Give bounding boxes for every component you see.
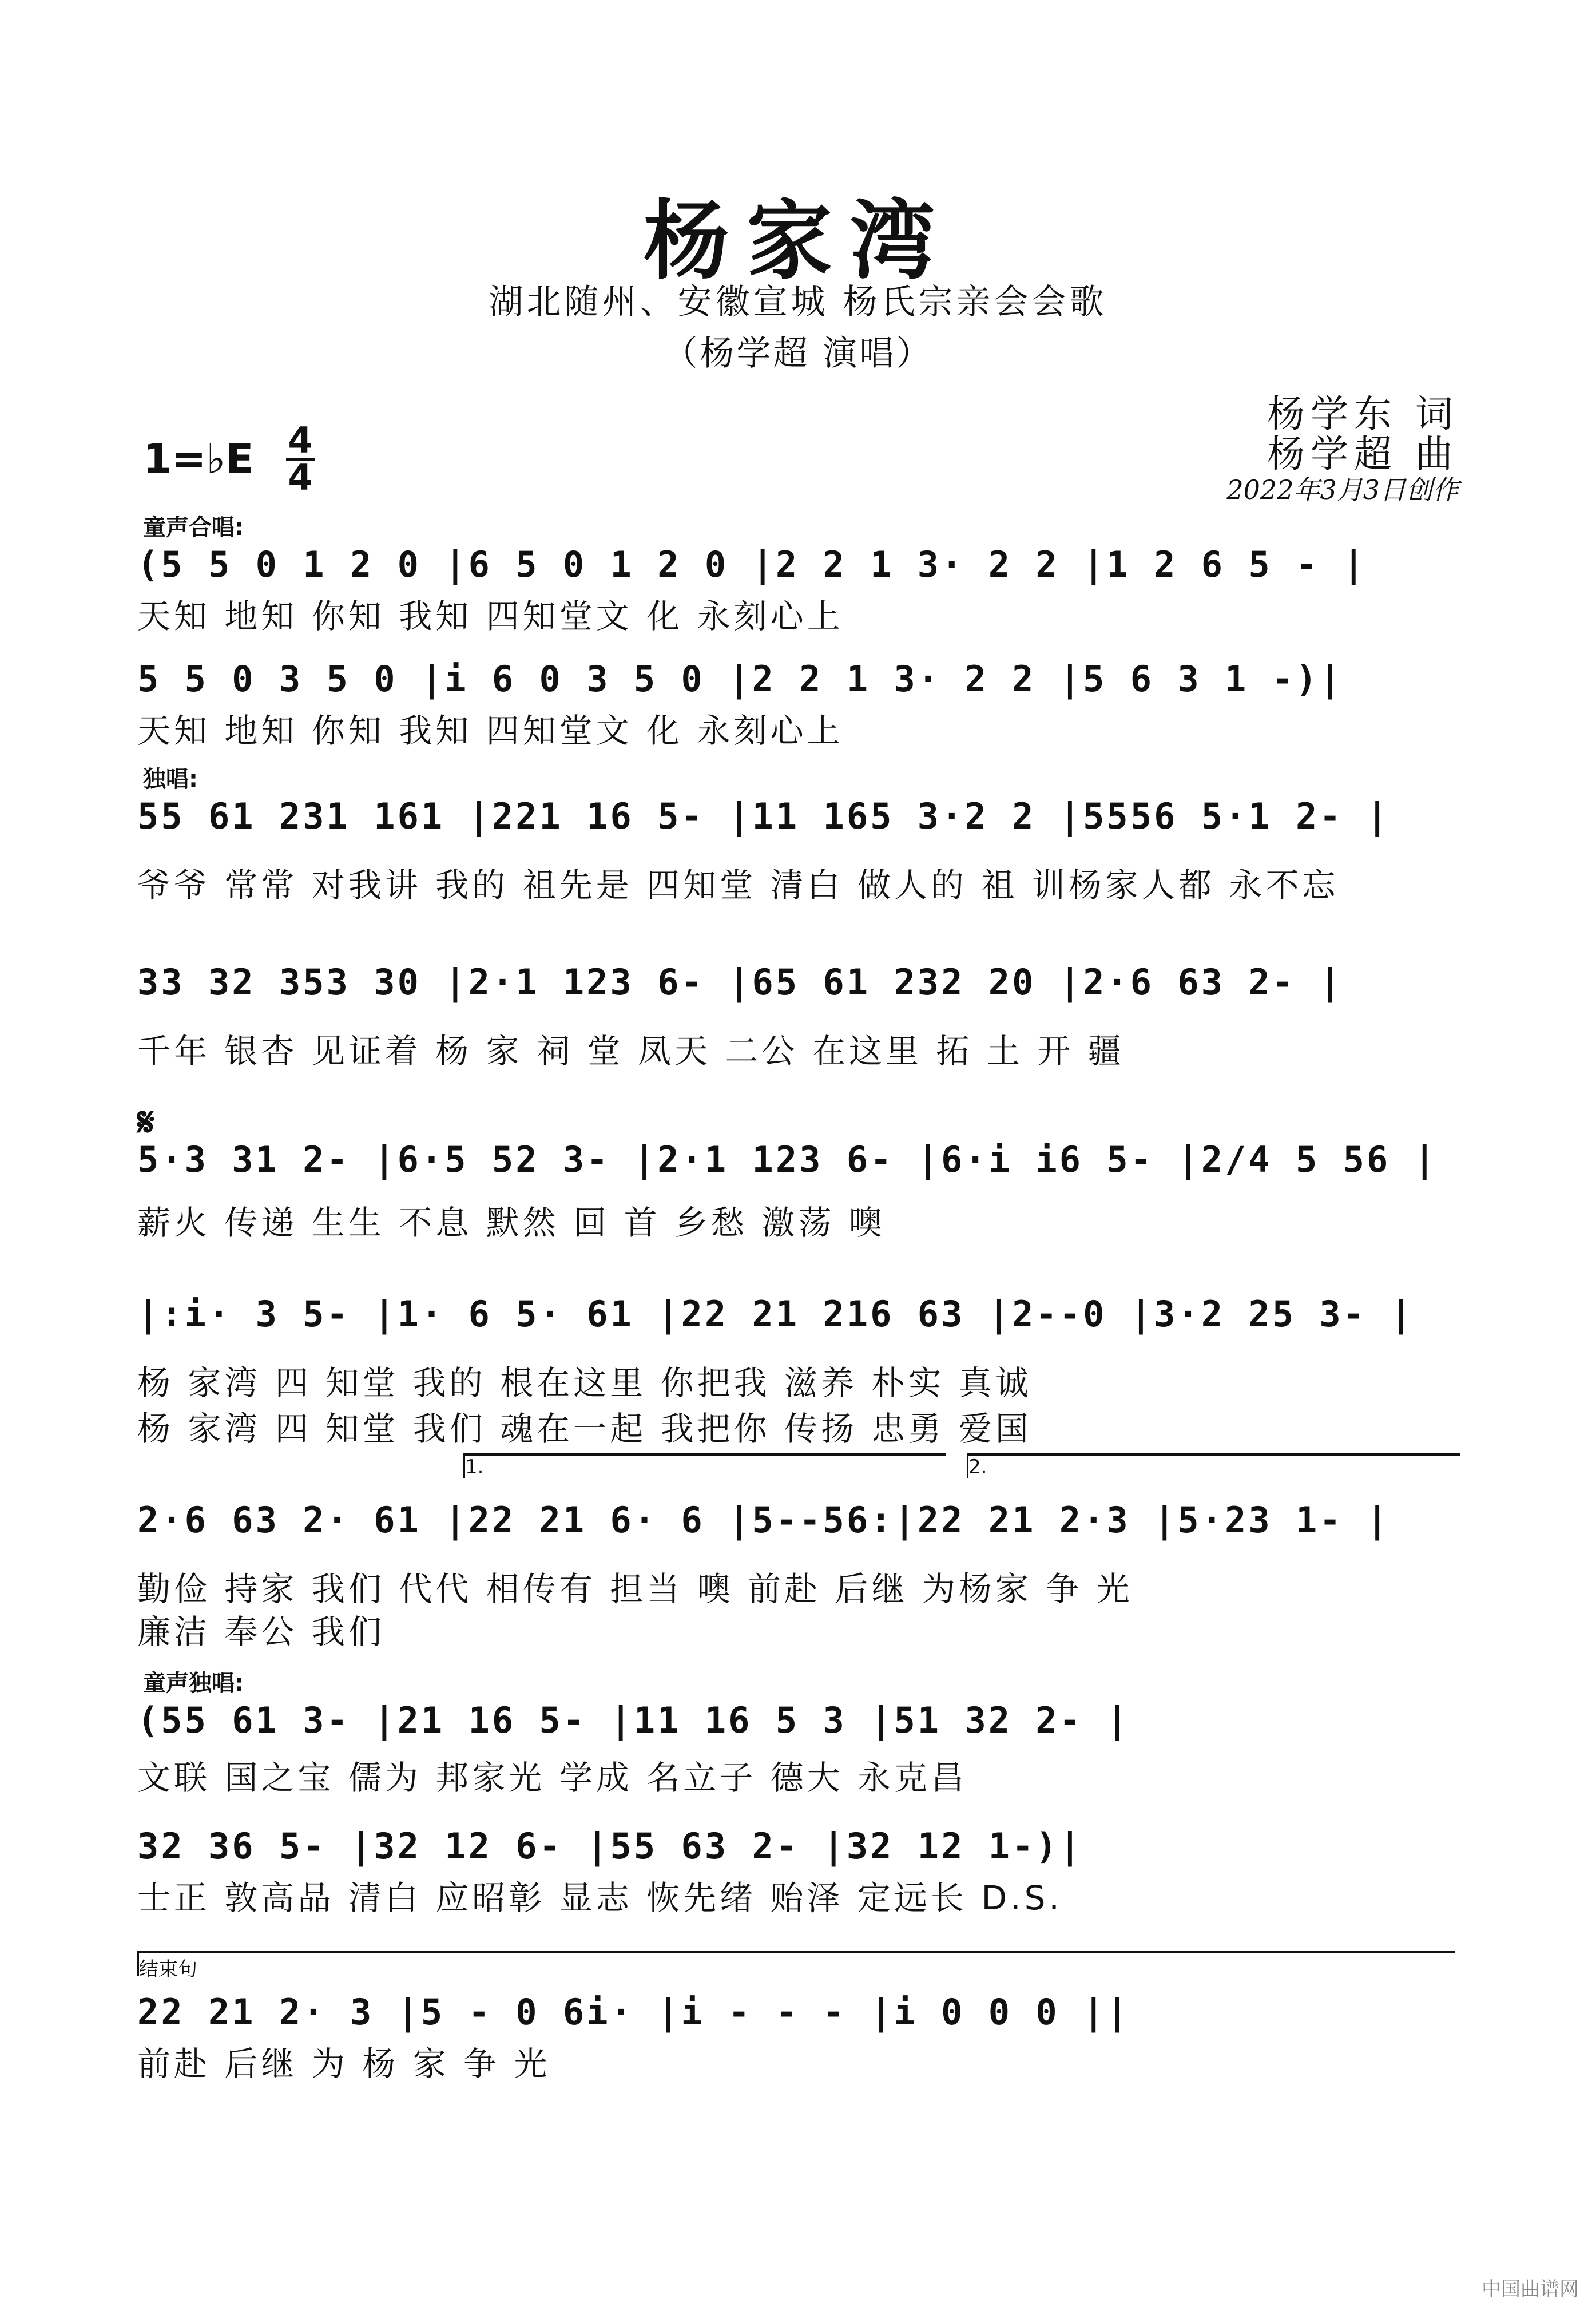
- notation-line-3: 55 61 231 161 |221 16 5- |11 165 3·2 2 |5556 5·1 2- |: [137, 795, 1391, 837]
- performer: （杨学超 演唱）: [663, 334, 933, 374]
- composer: 杨学超 曲: [1267, 432, 1459, 476]
- lyric-line-4: 千年 银杏 见证着 杨 家 祠 堂 凤天 二公 在这里 拓 土 开 疆: [137, 1032, 1125, 1071]
- song-title: 杨家湾: [643, 192, 952, 291]
- notation-line-6: |:i· 3 5- |1· 6 5· 61 |22 21 216 63 |2--0 |3·2 25 3- |: [137, 1293, 1414, 1335]
- section-children-solo: 童声独唱:: [143, 1670, 244, 1696]
- section-children-chorus: 童声合唱:: [143, 514, 244, 541]
- notation-line-2: 5 5 0 3 5 0 |i 6 0 3 5 0 |2 2 1 3· 2 2 |5 6 3 1 -)|: [137, 658, 1343, 700]
- second-ending-bracket: [967, 1453, 1460, 1478]
- lyric-line-10: 前赴 后继 为 杨 家 争 光: [137, 2044, 551, 2083]
- lyric-line-1: 天知 地知 你知 我知 四知堂文 化 永刻心上: [137, 597, 844, 636]
- notation-line-1: (5 5 0 1 2 0 |6 5 0 1 2 0 |2 2 1 3· 2 2 |1 2 6 5 - |: [137, 544, 1367, 585]
- second-ending-label: 2.: [968, 1456, 987, 1478]
- lyricist: 杨学东 词: [1267, 392, 1459, 436]
- time-signature: [286, 419, 315, 498]
- notation-line-5: 5·3 31 2- |6·5 52 3- |2·1 123 6- |6·i i6 5- |2/4 5 56 |: [137, 1139, 1438, 1180]
- lyric-line-5: 薪火 传递 生生 不息 默然 回 首 乡愁 激荡 噢: [137, 1203, 886, 1242]
- first-ending-bracket: [463, 1453, 946, 1478]
- lyric-line-3: 爷爷 常常 对我讲 我的 祖先是 四知堂 清白 做人的 祖 训杨家人都 永不忘: [137, 866, 1339, 905]
- time-signature-top: 4: [288, 419, 313, 461]
- lyric-line-8: 文联 国之宝 儒为 邦家光 学成 名立子 德大 永克昌: [137, 1758, 968, 1797]
- ending-phrase-bracket: [137, 1951, 1455, 1981]
- notation-line-10: 22 21 2· 3 |5 - 0 6i· |i - - - |i 0 0 0 ||: [137, 1991, 1130, 2033]
- lyric-line-7b: 廉洁 奉公 我们: [137, 1612, 385, 1651]
- lyric-line-7a: 勤俭 持家 我们 代代 相传有 担当 噢 前赴 后继 为杨家 争 光: [137, 1569, 1133, 1608]
- notation-line-7: 2·6 63 2· 61 |22 21 6· 6 |5--56:|22 21 2·3 |5·23 1- |: [137, 1499, 1391, 1541]
- lyric-line-2: 天知 地知 你知 我知 四知堂文 化 永刻心上: [137, 711, 844, 750]
- notation-line-8: (55 61 3- |21 16 5- |11 16 5 3 |51 32 2- |: [137, 1699, 1130, 1741]
- site-watermark: 中国曲谱网: [1482, 2278, 1579, 2301]
- composition-date: 2022年3月3日创作: [1226, 474, 1459, 505]
- segno-mark: 𝄋: [137, 1099, 155, 1145]
- lyric-line-9: 士正 敦高品 清白 应昭彰 显志 恢先绪 贻泽 定远长 D.S.: [137, 1878, 1063, 1917]
- first-ending-label: 1.: [465, 1456, 484, 1478]
- notation-line-9: 32 36 5- |32 12 6- |55 63 2- |32 12 1-)|: [137, 1825, 1083, 1867]
- song-subtitle: 湖北随州、安徽宣城 杨氏宗亲会会歌: [489, 282, 1107, 322]
- section-solo: 独唱:: [143, 766, 198, 792]
- lyric-line-6a: 杨 家湾 四 知堂 我的 根在这里 你把我 滋养 朴实 真诚: [137, 1363, 1032, 1402]
- notation-line-4: 33 32 353 30 |2·1 123 6- |65 61 232 20 |2·6 63 2- |: [137, 961, 1343, 1003]
- time-signature-bottom: 4: [288, 457, 313, 498]
- ending-phrase-label: 结束句: [139, 1958, 197, 1981]
- lyric-line-6b: 杨 家湾 四 知堂 我们 魂在一起 我把你 传扬 忠勇 爱国: [137, 1409, 1032, 1448]
- key-signature: 1=♭E: [143, 435, 254, 483]
